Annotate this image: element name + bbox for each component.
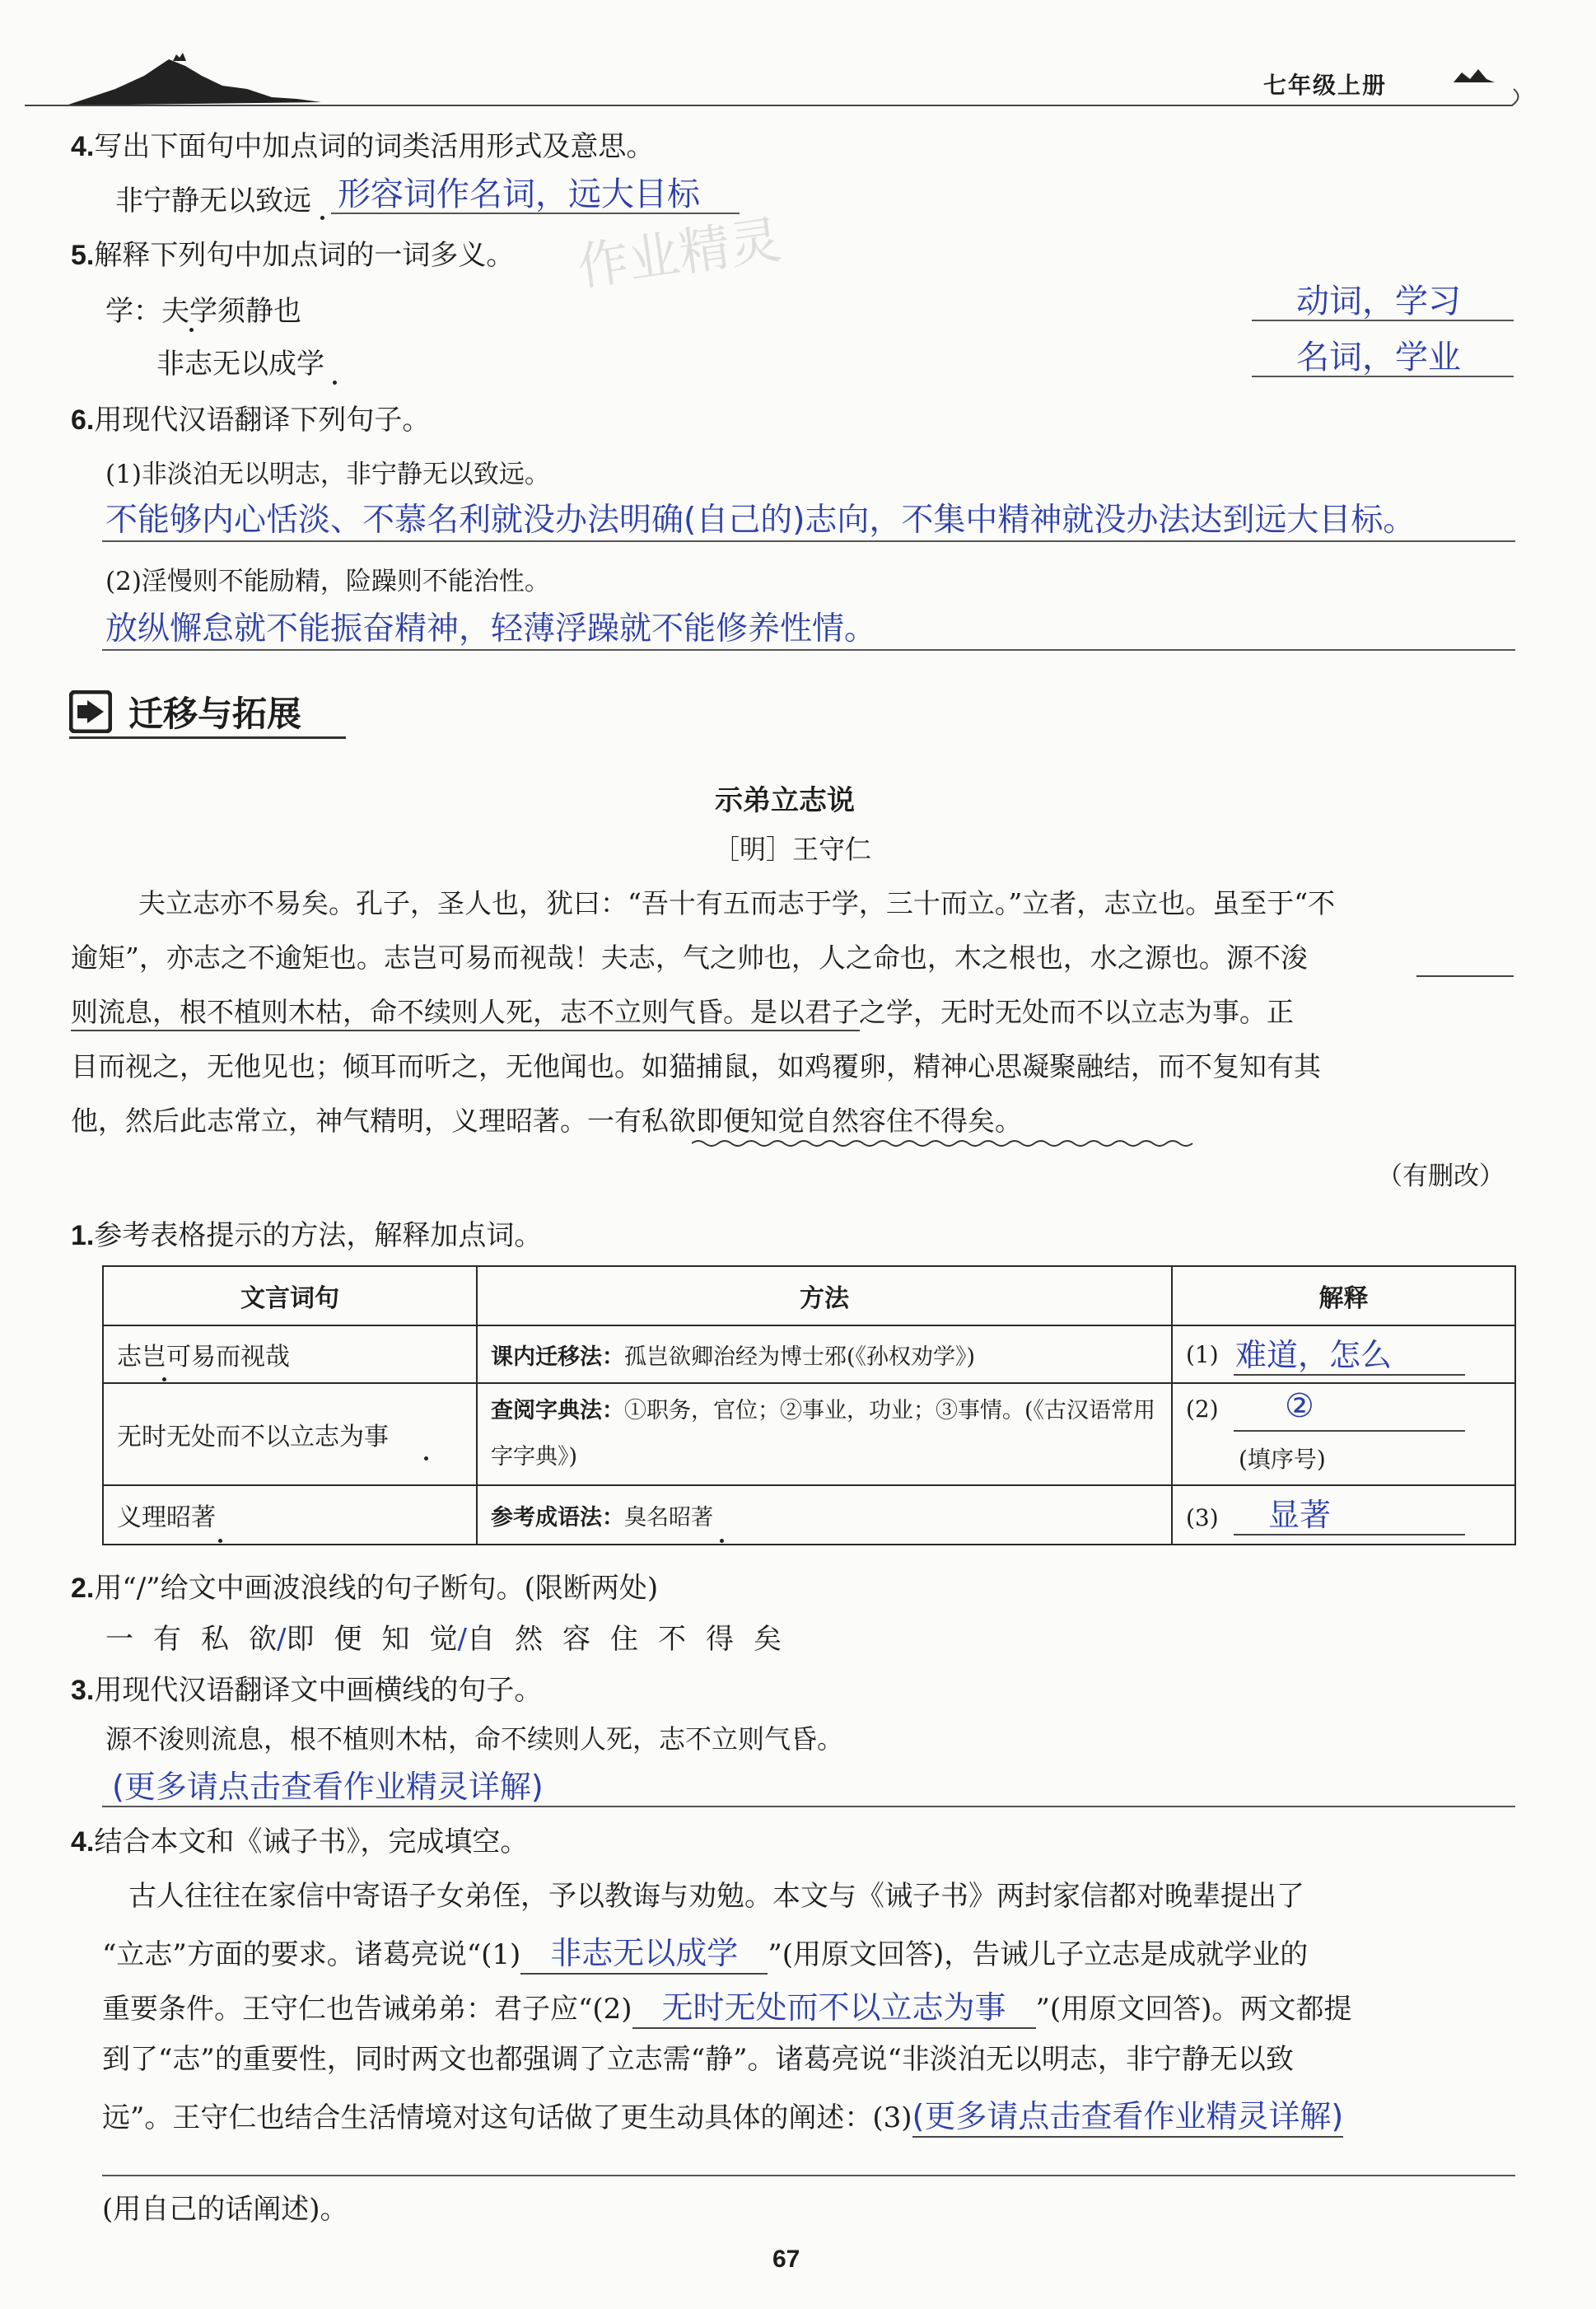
- table-answer: ②: [1285, 1387, 1314, 1425]
- passage-line: 夫立志亦不易矣。孔子，圣人也，犹曰：“吾十有五而志于学，三十而立。”立者，志立也。虽至于“不: [138, 887, 1336, 919]
- q6-prompt: 6.用现代汉语翻译下列句子。: [71, 404, 431, 437]
- q4-sentence: 非宁静无以致远: [115, 185, 311, 217]
- table-cell-answer: (3) 显著: [1172, 1485, 1515, 1545]
- section-title: 迁移与拓展: [128, 694, 302, 734]
- table-header: 文言词句: [103, 1266, 477, 1325]
- q6-answer1: 不能够内心恬淡、不慕名利就没办法明确(自己的)志向，不集中精神就没办法达到远大目标。: [105, 502, 1416, 539]
- e4-closing: (用自己的话阐述)。: [102, 2193, 348, 2226]
- answer-line: [1252, 320, 1514, 321]
- answer-line: [102, 540, 1515, 542]
- answer-line: [102, 1806, 1515, 1807]
- q4-prompt: 4.写出下面句中加点词的词类活用形式及意思。: [71, 130, 655, 163]
- passage-line: 目而视之，无他见也；倾耳而听之，无他闻也。如猫捕鼠，如鸡覆卵，精神心思凝聚融结，而不复知有其: [71, 1050, 1321, 1082]
- q5-line1: 学：夫学须静也: [105, 295, 301, 328]
- wavy-underline: [692, 1138, 1197, 1148]
- table-cell-phrase: 无时无处而不以立志为事: [103, 1383, 477, 1485]
- passage-author: ［明］王守仁: [713, 834, 872, 865]
- table-answer: 难道，怎么: [1235, 1337, 1393, 1373]
- table-answer: 显著: [1268, 1497, 1332, 1533]
- grade-label: 七年级上册: [1263, 72, 1388, 99]
- q5-line2: 非志无以成学: [156, 348, 324, 381]
- table-row: [103, 1485, 1515, 1545]
- e4-paragraph-line: “立志”方面的要求。诸葛亮说“(1) 非志无以成学 ”(用原文回答)，告诫儿子立志是成就学业的: [102, 1928, 1308, 1975]
- q5-answer1: 动词，学习: [1296, 283, 1461, 320]
- e3-prompt: 3.用现代汉语翻译文中画横线的句子。: [71, 1674, 543, 1707]
- table-row: [103, 1325, 1515, 1383]
- sentence-underline: [1416, 975, 1514, 977]
- watermark-logo: 作业精灵: [573, 209, 785, 297]
- blank-answer: 非志无以成学: [520, 1928, 768, 1975]
- method-table: [102, 1265, 1516, 1545]
- q6-sentence1: (1)非淡泊无以明志，非宁静无以致远。: [105, 460, 550, 489]
- q6-answer2: 放纵懈怠就不能振奋精神，轻薄浮躁就不能修养性情。: [105, 610, 877, 647]
- table-header: 方法: [477, 1266, 1172, 1325]
- section-underline: [69, 736, 346, 739]
- e4-paragraph-line: 到了“志”的重要性，同时两文也都强调了立志需“静”。诸葛亮说“非淡泊无以明志，非宁静无以致: [102, 2043, 1294, 2076]
- table-header-row: [103, 1266, 1515, 1325]
- arrow-box-icon: [69, 690, 112, 733]
- sentence-underline: [71, 1030, 860, 1031]
- emphasis-dot: [424, 1456, 428, 1461]
- table-cell-method: 查阅字典法：①职务，官位；②事业，功业；③事情。(《古汉语常用字字典》): [477, 1383, 1172, 1485]
- blank-answer: 无时无处而不以立志为事: [632, 1982, 1036, 2029]
- q5-answer2: 名词，学业: [1296, 339, 1461, 376]
- passage-line: 则流息，根不植则木枯，命不续则人死，志不立则气昏。是以君子之学，无时无处而不以立志为事。正: [71, 996, 1294, 1028]
- table-cell-answer: (2) ② (填序号): [1172, 1383, 1515, 1485]
- e4-prompt: 4.结合本文和《诫子书》，完成填空。: [71, 1825, 529, 1858]
- q6-sentence2: (2)淫慢则不能励精，险躁则不能治性。: [105, 567, 550, 596]
- emphasis-dot: [189, 328, 194, 332]
- e3-sentence: 源不浚则流息，根不植则木枯，命不续则人死，志不立则气昏。: [105, 1723, 844, 1755]
- e2-sentence: 一 有 私 欲/即 便 知 觉/自 然 容 住 不 得 矣: [105, 1623, 782, 1656]
- source-note: （有删改）: [1377, 1162, 1505, 1191]
- emphasis-dot: [720, 1539, 724, 1543]
- table-cell-phrase: 义理昭著: [103, 1485, 477, 1545]
- q5-prompt: 5.解释下列句中加点词的一词多义。: [71, 239, 515, 272]
- blank-answer-link[interactable]: (更多请点击查看作业精灵详解): [912, 2091, 1344, 2138]
- table-cell-method: 参考成语法：臭名昭著: [477, 1485, 1172, 1545]
- e4-paragraph-line: 远”。王守仁也结合生活情境对这句话做了更生动具体的阐述：(3)(更多请点击查看作业精灵详解): [102, 2091, 1343, 2138]
- answer-line: [331, 213, 740, 214]
- passage-line: 他，然后此志常立，神气精明，义理昭著。一有私欲即便知觉自然容住不得矣。: [71, 1105, 1022, 1137]
- answer-line: [102, 2175, 1515, 2176]
- e3-answer-link[interactable]: (更多请点击查看作业精灵详解): [112, 1769, 544, 1805]
- e2-prompt: 2.用“/”给文中画波浪线的句子断句。(限断两处): [71, 1572, 659, 1605]
- page-number: 67: [772, 2246, 800, 2273]
- table-row: [103, 1383, 1515, 1485]
- table-cell-phrase: 志岂可易而视哉: [103, 1325, 477, 1383]
- table-header: 解释: [1172, 1266, 1515, 1325]
- table-cell-method: 课内迁移法：孤岂欲卿治经为博士邪(《孙权劝学》): [477, 1325, 1172, 1383]
- emphasis-dot: [218, 1539, 222, 1543]
- answer-line: [102, 649, 1515, 651]
- e4-paragraph-line: 重要条件。王守仁也告诫弟弟：君子应“(2) 无时无处而不以立志为事 ”(用原文回答)。两文都提: [102, 1982, 1351, 2029]
- table-cell-answer: (1) 难道，怎么: [1172, 1325, 1515, 1383]
- answer-line: [1252, 376, 1514, 377]
- e4-paragraph-line: 古人往往在家信中寄语子女弟侄，予以教诲与劝勉。本文与《诫子书》两封家信都对晚辈提出了: [128, 1880, 1304, 1913]
- passage-title: 示弟立志说: [715, 784, 855, 817]
- q4-answer: 形容词作名词，远大目标: [338, 175, 700, 213]
- emphasis-dot: [333, 381, 337, 385]
- emphasis-dot: [162, 1377, 166, 1381]
- emphasis-dot: [320, 216, 324, 220]
- e1-prompt: 1.参考表格提示的方法，解释加点词。: [71, 1219, 543, 1252]
- passage-line: 逾矩”，亦志之不逾矩也。志岂可易而视哉！夫志，气之帅也，人之命也，木之根也，水之源也。源不浚: [71, 942, 1308, 974]
